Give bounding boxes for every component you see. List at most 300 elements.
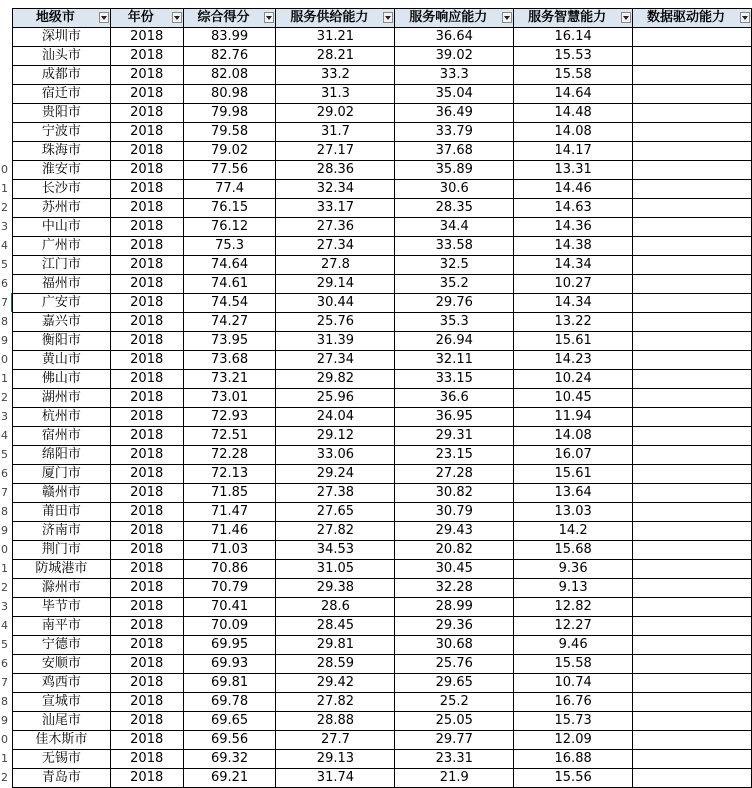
row-number[interactable]: 6 — [1, 657, 8, 670]
row-number[interactable]: 3 — [1, 410, 8, 423]
table-cell[interactable]: 2018 — [110, 674, 183, 693]
table-cell[interactable] — [633, 598, 752, 617]
table-cell[interactable]: 14.64 — [514, 85, 633, 104]
table-cell[interactable]: 72.13 — [183, 465, 276, 484]
table-cell[interactable] — [633, 389, 752, 408]
table-cell[interactable]: 9.36 — [514, 560, 633, 579]
table-cell[interactable]: 16.88 — [514, 750, 633, 769]
table-cell[interactable]: 2018 — [110, 66, 183, 85]
table-cell[interactable]: 30.44 — [276, 294, 395, 313]
table-cell[interactable]: 2018 — [110, 693, 183, 712]
table-cell[interactable]: 2018 — [110, 598, 183, 617]
table-cell[interactable]: 2018 — [110, 731, 183, 750]
table-cell[interactable]: 75.3 — [183, 237, 276, 256]
table-cell[interactable]: 2018 — [110, 465, 183, 484]
table-cell[interactable]: 69.21 — [183, 769, 276, 788]
row-number[interactable]: 7 — [1, 676, 8, 689]
table-cell[interactable]: 2018 — [110, 332, 183, 351]
row-number[interactable]: 2 — [1, 771, 8, 781]
table-cell[interactable]: 滁州市 — [13, 579, 111, 598]
table-cell[interactable] — [633, 161, 752, 180]
table-cell[interactable]: 佳木斯市 — [13, 731, 111, 750]
table-cell[interactable]: 2018 — [110, 522, 183, 541]
header-year[interactable]: 年份 — [110, 9, 183, 28]
table-cell[interactable]: 32.5 — [395, 256, 514, 275]
table-cell[interactable]: 27.34 — [276, 351, 395, 370]
table-cell[interactable]: 13.22 — [514, 313, 633, 332]
table-cell[interactable]: 赣州市 — [13, 484, 111, 503]
table-cell[interactable]: 74.64 — [183, 256, 276, 275]
table-cell[interactable]: 28.88 — [276, 712, 395, 731]
table-cell[interactable]: 28.99 — [395, 598, 514, 617]
table-cell[interactable]: 79.98 — [183, 104, 276, 123]
table-cell[interactable]: 77.4 — [183, 180, 276, 199]
table-cell[interactable]: 33.06 — [276, 446, 395, 465]
table-cell[interactable]: 江门市 — [13, 256, 111, 275]
table-cell[interactable] — [633, 47, 752, 66]
table-cell[interactable]: 16.76 — [514, 693, 633, 712]
table-cell[interactable]: 14.17 — [514, 142, 633, 161]
table-cell[interactable]: 衡阳市 — [13, 332, 111, 351]
table-cell[interactable]: 28.6 — [276, 598, 395, 617]
row-number[interactable]: 7 — [1, 486, 8, 499]
table-cell[interactable]: 36.64 — [395, 28, 514, 47]
table-cell[interactable]: 30.6 — [395, 180, 514, 199]
table-cell[interactable]: 28.59 — [276, 655, 395, 674]
table-cell[interactable]: 南平市 — [13, 617, 111, 636]
table-cell[interactable]: 79.58 — [183, 123, 276, 142]
table-cell[interactable]: 29.42 — [276, 674, 395, 693]
table-cell[interactable]: 24.04 — [276, 408, 395, 427]
table-cell[interactable]: 安顺市 — [13, 655, 111, 674]
table-cell[interactable]: 15.56 — [514, 769, 633, 788]
table-cell[interactable]: 福州市 — [13, 275, 111, 294]
table-cell[interactable] — [633, 731, 752, 750]
table-cell[interactable]: 27.7 — [276, 731, 395, 750]
table-cell[interactable]: 淮安市 — [13, 161, 111, 180]
table-cell[interactable]: 2018 — [110, 85, 183, 104]
table-cell[interactable]: 2018 — [110, 503, 183, 522]
table-cell[interactable]: 中山市 — [13, 218, 111, 237]
table-cell[interactable]: 嘉兴市 — [13, 313, 111, 332]
table-cell[interactable]: 2018 — [110, 218, 183, 237]
table-cell[interactable]: 74.54 — [183, 294, 276, 313]
header-smart-capacity[interactable]: 服务智慧能力 — [514, 9, 633, 28]
table-cell[interactable]: 2018 — [110, 560, 183, 579]
table-cell[interactable]: 黄山市 — [13, 351, 111, 370]
table-cell[interactable]: 2018 — [110, 161, 183, 180]
table-cell[interactable] — [633, 180, 752, 199]
table-cell[interactable]: 杭州市 — [13, 408, 111, 427]
table-cell[interactable]: 汕尾市 — [13, 712, 111, 731]
table-cell[interactable]: 2018 — [110, 47, 183, 66]
table-cell[interactable]: 绵阳市 — [13, 446, 111, 465]
row-number[interactable]: 5 — [1, 638, 8, 651]
table-cell[interactable]: 2018 — [110, 446, 183, 465]
table-cell[interactable]: 32.11 — [395, 351, 514, 370]
table-cell[interactable]: 14.46 — [514, 180, 633, 199]
table-cell[interactable] — [633, 750, 752, 769]
table-cell[interactable]: 湖州市 — [13, 389, 111, 408]
table-cell[interactable]: 15.73 — [514, 712, 633, 731]
table-cell[interactable] — [633, 769, 752, 788]
filter-dropdown-icon[interactable] — [621, 12, 631, 23]
table-cell[interactable]: 69.65 — [183, 712, 276, 731]
table-cell[interactable]: 宿州市 — [13, 427, 111, 446]
table-cell[interactable]: 35.04 — [395, 85, 514, 104]
table-cell[interactable]: 成都市 — [13, 66, 111, 85]
header-supply-capacity[interactable]: 服务供给能力 — [276, 9, 395, 28]
table-cell[interactable]: 29.81 — [276, 636, 395, 655]
table-cell[interactable]: 佛山市 — [13, 370, 111, 389]
table-cell[interactable]: 长沙市 — [13, 180, 111, 199]
table-cell[interactable]: 29.02 — [276, 104, 395, 123]
table-cell[interactable] — [633, 294, 752, 313]
table-cell[interactable]: 14.08 — [514, 123, 633, 142]
table-cell[interactable]: 2018 — [110, 370, 183, 389]
table-cell[interactable]: 33.3 — [395, 66, 514, 85]
table-cell[interactable]: 2018 — [110, 180, 183, 199]
table-cell[interactable]: 15.53 — [514, 47, 633, 66]
table-cell[interactable]: 13.31 — [514, 161, 633, 180]
table-cell[interactable] — [633, 142, 752, 161]
table-cell[interactable]: 2018 — [110, 427, 183, 446]
header-data-driven-capacity[interactable]: 数据驱动能力 — [633, 9, 752, 28]
table-cell[interactable] — [633, 85, 752, 104]
table-cell[interactable]: 25.05 — [395, 712, 514, 731]
header-total-score[interactable]: 综合得分 — [183, 9, 276, 28]
table-cell[interactable]: 35.3 — [395, 313, 514, 332]
table-cell[interactable]: 30.79 — [395, 503, 514, 522]
row-number[interactable] — [0, 65, 12, 84]
table-cell[interactable]: 29.31 — [395, 427, 514, 446]
table-cell[interactable]: 12.27 — [514, 617, 633, 636]
row-number[interactable] — [0, 103, 12, 122]
table-cell[interactable]: 33.79 — [395, 123, 514, 142]
header-response-capacity[interactable]: 服务响应能力 — [395, 9, 514, 28]
row-number[interactable] — [0, 84, 12, 103]
row-number[interactable]: 8 — [1, 315, 8, 328]
row-number[interactable]: 6 — [1, 467, 8, 480]
table-cell[interactable]: 29.65 — [395, 674, 514, 693]
table-cell[interactable]: 2018 — [110, 408, 183, 427]
table-cell[interactable]: 2018 — [110, 104, 183, 123]
table-cell[interactable]: 16.07 — [514, 446, 633, 465]
row-number[interactable]: 8 — [1, 695, 8, 708]
table-cell[interactable] — [633, 237, 752, 256]
table-cell[interactable]: 72.93 — [183, 408, 276, 427]
table-cell[interactable]: 31.7 — [276, 123, 395, 142]
table-cell[interactable]: 71.85 — [183, 484, 276, 503]
row-number[interactable]: 3 — [1, 600, 8, 613]
row-number[interactable]: 3 — [1, 220, 8, 233]
table-cell[interactable]: 27.28 — [395, 465, 514, 484]
table-cell[interactable]: 69.78 — [183, 693, 276, 712]
table-cell[interactable]: 69.93 — [183, 655, 276, 674]
row-number[interactable] — [0, 141, 12, 160]
table-cell[interactable]: 69.56 — [183, 731, 276, 750]
table-cell[interactable]: 汕头市 — [13, 47, 111, 66]
table-cell[interactable]: 济南市 — [13, 522, 111, 541]
table-cell[interactable]: 10.45 — [514, 389, 633, 408]
table-cell[interactable]: 32.34 — [276, 180, 395, 199]
table-cell[interactable]: 12.09 — [514, 731, 633, 750]
table-cell[interactable]: 27.17 — [276, 142, 395, 161]
table-cell[interactable]: 82.76 — [183, 47, 276, 66]
table-cell[interactable]: 35.2 — [395, 275, 514, 294]
table-cell[interactable]: 79.02 — [183, 142, 276, 161]
table-cell[interactable]: 73.95 — [183, 332, 276, 351]
table-cell[interactable]: 珠海市 — [13, 142, 111, 161]
table-cell[interactable]: 2018 — [110, 351, 183, 370]
row-number[interactable] — [0, 27, 12, 46]
row-number[interactable]: 0 — [1, 163, 8, 176]
table-cell[interactable]: 15.61 — [514, 332, 633, 351]
row-number[interactable]: 1 — [1, 562, 8, 575]
table-cell[interactable]: 21.9 — [395, 769, 514, 788]
table-cell[interactable]: 33.2 — [276, 66, 395, 85]
table-cell[interactable]: 30.45 — [395, 560, 514, 579]
table-cell[interactable]: 14.34 — [514, 256, 633, 275]
table-cell[interactable] — [633, 370, 752, 389]
row-number[interactable]: 4 — [1, 429, 8, 442]
table-cell[interactable]: 15.61 — [514, 465, 633, 484]
table-cell[interactable]: 12.82 — [514, 598, 633, 617]
table-cell[interactable] — [633, 541, 752, 560]
table-cell[interactable]: 23.31 — [395, 750, 514, 769]
row-number[interactable]: 5 — [1, 258, 8, 271]
table-cell[interactable]: 2018 — [110, 123, 183, 142]
table-cell[interactable]: 77.56 — [183, 161, 276, 180]
table-cell[interactable]: 36.6 — [395, 389, 514, 408]
table-cell[interactable]: 10.27 — [514, 275, 633, 294]
table-cell[interactable] — [633, 712, 752, 731]
table-cell[interactable]: 31.21 — [276, 28, 395, 47]
table-cell[interactable]: 31.3 — [276, 85, 395, 104]
table-cell[interactable]: 37.68 — [395, 142, 514, 161]
table-cell[interactable]: 33.15 — [395, 370, 514, 389]
table-cell[interactable]: 71.03 — [183, 541, 276, 560]
table-cell[interactable]: 25.96 — [276, 389, 395, 408]
table-cell[interactable]: 28.45 — [276, 617, 395, 636]
table-cell[interactable]: 27.38 — [276, 484, 395, 503]
table-cell[interactable]: 31.74 — [276, 769, 395, 788]
table-cell[interactable]: 贵阳市 — [13, 104, 111, 123]
table-cell[interactable] — [633, 123, 752, 142]
table-cell[interactable]: 11.94 — [514, 408, 633, 427]
table-cell[interactable] — [633, 446, 752, 465]
table-cell[interactable]: 76.15 — [183, 199, 276, 218]
table-cell[interactable]: 29.38 — [276, 579, 395, 598]
table-cell[interactable]: 29.14 — [276, 275, 395, 294]
table-cell[interactable]: 31.05 — [276, 560, 395, 579]
table-cell[interactable]: 28.21 — [276, 47, 395, 66]
table-cell[interactable]: 70.41 — [183, 598, 276, 617]
table-cell[interactable] — [633, 693, 752, 712]
table-cell[interactable]: 33.58 — [395, 237, 514, 256]
table-cell[interactable]: 27.82 — [276, 693, 395, 712]
filter-dropdown-icon[interactable] — [99, 12, 109, 23]
table-cell[interactable]: 青岛市 — [13, 769, 111, 788]
table-cell[interactable]: 28.36 — [276, 161, 395, 180]
table-cell[interactable]: 69.95 — [183, 636, 276, 655]
table-cell[interactable]: 25.76 — [276, 313, 395, 332]
table-cell[interactable]: 14.38 — [514, 237, 633, 256]
table-cell[interactable]: 76.12 — [183, 218, 276, 237]
table-cell[interactable]: 2018 — [110, 655, 183, 674]
table-cell[interactable]: 69.81 — [183, 674, 276, 693]
table-cell[interactable]: 荆门市 — [13, 541, 111, 560]
table-cell[interactable]: 74.61 — [183, 275, 276, 294]
table-cell[interactable]: 27.34 — [276, 237, 395, 256]
table-cell[interactable] — [633, 674, 752, 693]
row-number[interactable]: 0 — [1, 543, 8, 556]
filter-dropdown-icon[interactable] — [172, 12, 182, 23]
table-cell[interactable]: 9.13 — [514, 579, 633, 598]
row-number[interactable] — [0, 122, 12, 141]
row-number[interactable]: 1 — [1, 372, 8, 385]
table-cell[interactable]: 毕节市 — [13, 598, 111, 617]
table-cell[interactable]: 27.82 — [276, 522, 395, 541]
table-cell[interactable]: 防城港市 — [13, 560, 111, 579]
table-cell[interactable]: 73.01 — [183, 389, 276, 408]
table-cell[interactable]: 无锡市 — [13, 750, 111, 769]
table-cell[interactable] — [633, 522, 752, 541]
header-city[interactable]: 地级市 — [13, 9, 111, 28]
table-cell[interactable]: 30.82 — [395, 484, 514, 503]
table-cell[interactable]: 2018 — [110, 28, 183, 47]
row-number[interactable] — [0, 46, 12, 65]
table-cell[interactable]: 69.32 — [183, 750, 276, 769]
table-cell[interactable]: 2018 — [110, 313, 183, 332]
table-cell[interactable]: 36.95 — [395, 408, 514, 427]
table-cell[interactable]: 25.2 — [395, 693, 514, 712]
table-cell[interactable]: 2018 — [110, 712, 183, 731]
row-number[interactable]: 0 — [1, 353, 8, 366]
table-cell[interactable] — [633, 579, 752, 598]
table-cell[interactable]: 14.36 — [514, 218, 633, 237]
table-cell[interactable]: 25.76 — [395, 655, 514, 674]
filter-dropdown-icon[interactable] — [502, 12, 512, 23]
table-cell[interactable] — [633, 256, 752, 275]
table-cell[interactable]: 71.46 — [183, 522, 276, 541]
table-cell[interactable]: 27.8 — [276, 256, 395, 275]
row-number[interactable]: 5 — [1, 448, 8, 461]
table-cell[interactable]: 2018 — [110, 142, 183, 161]
table-cell[interactable]: 13.64 — [514, 484, 633, 503]
table-cell[interactable]: 15.68 — [514, 541, 633, 560]
table-cell[interactable]: 70.09 — [183, 617, 276, 636]
table-cell[interactable]: 深圳市 — [13, 28, 111, 47]
table-cell[interactable] — [633, 427, 752, 446]
row-number[interactable]: 9 — [1, 334, 8, 347]
row-number[interactable]: 8 — [1, 505, 8, 518]
table-cell[interactable] — [633, 28, 752, 47]
table-cell[interactable]: 73.21 — [183, 370, 276, 389]
table-cell[interactable] — [633, 484, 752, 503]
table-cell[interactable]: 29.13 — [276, 750, 395, 769]
row-number[interactable]: 1 — [1, 182, 8, 195]
table-cell[interactable]: 26.94 — [395, 332, 514, 351]
table-cell[interactable]: 16.14 — [514, 28, 633, 47]
table-cell[interactable]: 34.53 — [276, 541, 395, 560]
table-cell[interactable] — [633, 465, 752, 484]
row-number[interactable]: 2 — [1, 581, 8, 594]
table-cell[interactable]: 2018 — [110, 199, 183, 218]
row-number[interactable] — [0, 8, 12, 27]
table-cell[interactable]: 29.77 — [395, 731, 514, 750]
table-cell[interactable]: 苏州市 — [13, 199, 111, 218]
table-cell[interactable]: 83.99 — [183, 28, 276, 47]
table-cell[interactable]: 2018 — [110, 636, 183, 655]
table-cell[interactable]: 32.28 — [395, 579, 514, 598]
table-cell[interactable]: 宁波市 — [13, 123, 111, 142]
row-number[interactable]: 9 — [1, 524, 8, 537]
row-number[interactable]: 1 — [1, 752, 8, 765]
table-cell[interactable]: 80.98 — [183, 85, 276, 104]
table-cell[interactable]: 23.15 — [395, 446, 514, 465]
table-cell[interactable]: 39.02 — [395, 47, 514, 66]
table-cell[interactable]: 广安市 — [13, 294, 111, 313]
table-cell[interactable]: 2018 — [110, 769, 183, 788]
table-cell[interactable] — [633, 66, 752, 85]
table-cell[interactable] — [633, 332, 752, 351]
table-cell[interactable]: 27.36 — [276, 218, 395, 237]
table-cell[interactable]: 28.35 — [395, 199, 514, 218]
table-cell[interactable]: 2018 — [110, 256, 183, 275]
table-cell[interactable]: 35.89 — [395, 161, 514, 180]
table-cell[interactable]: 36.49 — [395, 104, 514, 123]
table-cell[interactable]: 70.86 — [183, 560, 276, 579]
table-cell[interactable]: 74.27 — [183, 313, 276, 332]
table-cell[interactable] — [633, 636, 752, 655]
table-cell[interactable]: 厦门市 — [13, 465, 111, 484]
row-number[interactable]: 4 — [1, 239, 8, 252]
table-cell[interactable] — [633, 408, 752, 427]
table-cell[interactable]: 15.58 — [514, 66, 633, 85]
table-cell[interactable]: 14.08 — [514, 427, 633, 446]
table-cell[interactable]: 72.28 — [183, 446, 276, 465]
table-cell[interactable] — [633, 617, 752, 636]
table-cell[interactable]: 10.74 — [514, 674, 633, 693]
table-cell[interactable]: 莆田市 — [13, 503, 111, 522]
table-cell[interactable]: 10.24 — [514, 370, 633, 389]
table-cell[interactable]: 29.82 — [276, 370, 395, 389]
table-cell[interactable]: 29.24 — [276, 465, 395, 484]
table-cell[interactable] — [633, 351, 752, 370]
table-cell[interactable] — [633, 503, 752, 522]
table-cell[interactable]: 29.76 — [395, 294, 514, 313]
table-cell[interactable]: 71.47 — [183, 503, 276, 522]
table-cell[interactable]: 14.63 — [514, 199, 633, 218]
table-cell[interactable]: 2018 — [110, 389, 183, 408]
table-cell[interactable] — [633, 218, 752, 237]
table-cell[interactable]: 13.03 — [514, 503, 633, 522]
table-cell[interactable] — [633, 313, 752, 332]
table-cell[interactable]: 宿迁市 — [13, 85, 111, 104]
table-cell[interactable] — [633, 199, 752, 218]
table-cell[interactable]: 2018 — [110, 294, 183, 313]
table-cell[interactable]: 31.39 — [276, 332, 395, 351]
table-cell[interactable]: 14.34 — [514, 294, 633, 313]
filter-dropdown-icon[interactable] — [264, 12, 274, 23]
filter-dropdown-icon[interactable] — [740, 12, 750, 23]
table-cell[interactable]: 70.79 — [183, 579, 276, 598]
table-cell[interactable]: 14.2 — [514, 522, 633, 541]
row-number[interactable]: 7 — [1, 296, 8, 309]
table-cell[interactable]: 鸡西市 — [13, 674, 111, 693]
table-cell[interactable]: 宁德市 — [13, 636, 111, 655]
